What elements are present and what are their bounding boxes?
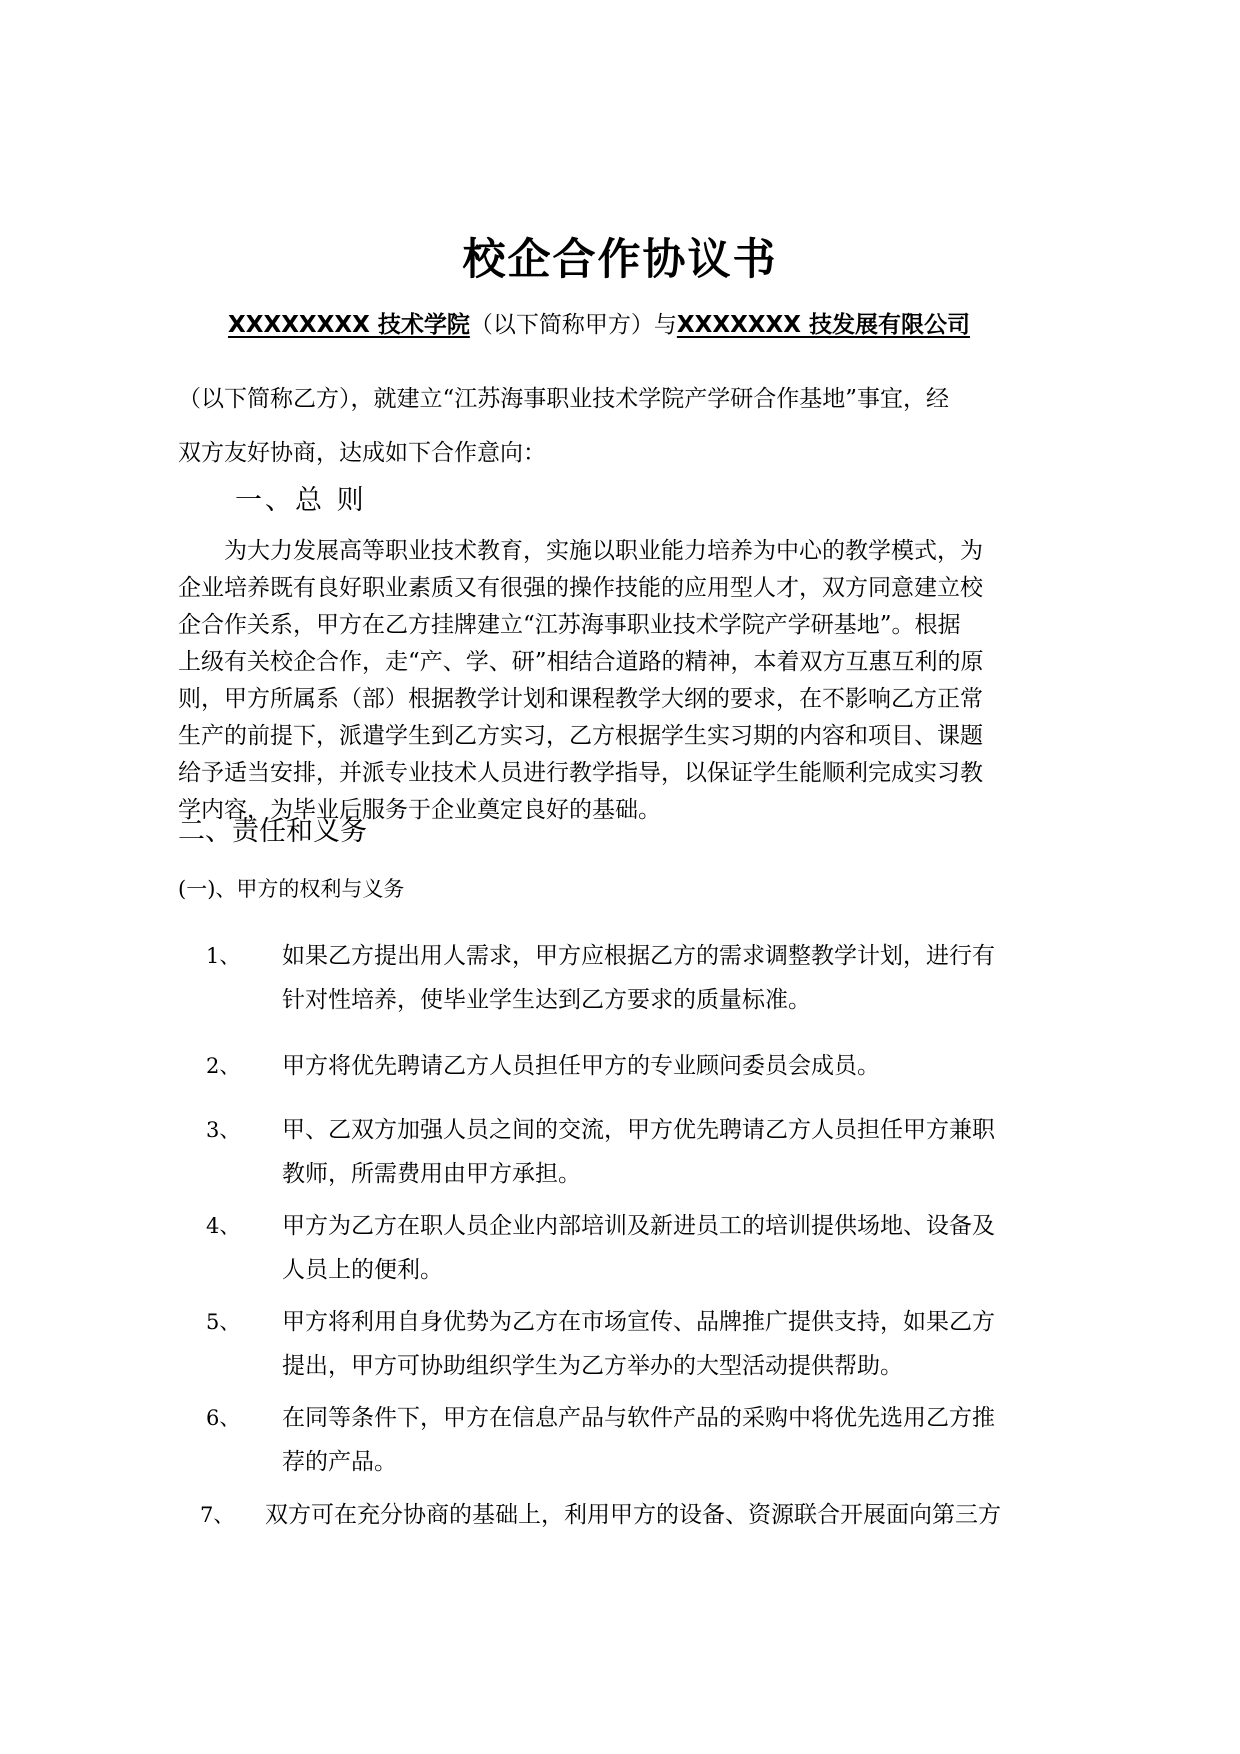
document-title: 校企合作协议书 <box>462 235 778 285</box>
item-line: 双方可在充分协商的基础上，利用甲方的设备、资源联合开展面向第三方 <box>265 1502 1001 1528</box>
intro-line: （以下简称乙方），就建立“江苏海事职业技术学院产学研合作基地”事宜，经 <box>178 386 950 412</box>
general-line: 学内容，为毕业后服务于企业奠定良好的基础。 <box>178 797 661 823</box>
general-line: 则，甲方所属系（部）根据教学计划和课程教学大纲的要求，在不影响乙方正常 <box>178 686 983 712</box>
item-text <box>282 934 995 1022</box>
item-number: 4、 <box>206 1214 241 1238</box>
general-line: 生产的前提下，派遣学生到乙方实习，乙方根据学生实习期的内容和项目、课题 <box>178 723 983 749</box>
section-heading-duties: 二、责任和义务 <box>178 816 367 847</box>
parties-line <box>228 307 1128 343</box>
item-number: 6、 <box>206 1406 241 1430</box>
subsection-heading-party-a: (一)、甲方的权利与义务 <box>178 877 405 901</box>
item-text <box>282 1044 880 1088</box>
party-a-name: XXXXXXXX 技术学院 <box>228 312 470 338</box>
general-line: 为大力发展高等职业技术教育，实施以职业能力培养为中心的教学模式，为 <box>224 538 983 564</box>
general-line: 给予适当安排，并派专业技术人员进行教学指导，以保证学生能顺利完成实习教 <box>178 760 983 786</box>
item-line: 甲方将利用自身优势为乙方在市场宣传、品牌推广提供支持，如果乙方 <box>282 1309 995 1335</box>
item-line: 人员上的便利。 <box>282 1257 443 1283</box>
general-line: 企合作关系，甲方在乙方挂牌建立“江苏海事职业技术学院产学研基地”。根据 <box>178 612 961 638</box>
item-line: 教师，所需费用由甲方承担。 <box>282 1161 581 1187</box>
section-heading-general: 一、总 则 <box>235 485 367 516</box>
item-text <box>282 1204 995 1292</box>
general-line: 上级有关校企合作，走“产、学、研”相结合道路的精神，本着双方互惠互利的原 <box>178 649 984 675</box>
intro-line: 双方友好协商，达成如下合作意向： <box>178 440 546 466</box>
item-text <box>282 1108 995 1196</box>
item-line: 针对性培养，使毕业学生达到乙方要求的质量标准。 <box>282 987 811 1013</box>
item-line: 甲方为乙方在职人员企业内部培训及新进员工的培训提供场地、设备及 <box>282 1213 995 1239</box>
item-line: 荐的产品。 <box>282 1449 397 1475</box>
general-line: 企业培养既有良好职业素质又有很强的操作技能的应用型人才，双方同意建立校 <box>178 575 983 601</box>
item-line: 如果乙方提出用人需求，甲方应根据乙方的需求调整教学计划，进行有 <box>282 943 995 969</box>
general-paragraph <box>178 533 984 829</box>
item-number: 1、 <box>206 944 241 968</box>
item-number: 5、 <box>206 1310 241 1334</box>
item-line: 甲方将优先聘请乙方人员担任甲方的专业顾问委员会成员。 <box>282 1053 880 1079</box>
item-text <box>282 1300 995 1388</box>
item-text <box>265 1493 1001 1537</box>
item-line: 在同等条件下，甲方在信息产品与软件产品的采购中将优先选用乙方推 <box>282 1405 995 1431</box>
item-number: 3、 <box>206 1118 241 1142</box>
item-text <box>282 1396 995 1484</box>
item-line: 甲、乙双方加强人员之间的交流，甲方优先聘请乙方人员担任甲方兼职 <box>282 1117 995 1143</box>
item-number: 7、 <box>200 1503 235 1527</box>
item-line: 提出，甲方可协助组织学生为乙方举办的大型活动提供帮助。 <box>282 1353 903 1379</box>
item-number: 2、 <box>206 1054 241 1078</box>
party-a-note: （以下简称甲方）与 <box>469 312 677 338</box>
intro-paragraph <box>178 372 949 480</box>
party-b-name: XXXXXXX 技发展有限公司 <box>676 312 971 338</box>
